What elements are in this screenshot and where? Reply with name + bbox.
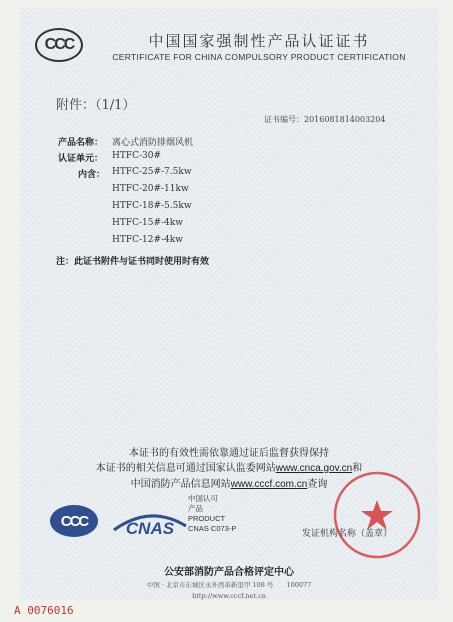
footer-line-3-suffix: 查询 (307, 479, 328, 490)
issuing-organization: 公安部消防产品合格评定中心 (164, 567, 294, 578)
organization-address: 中国 · 北京市东城区永外西革新里甲 108 号 100077 (146, 581, 312, 589)
footer-line-2-text: 本证书的相关信息可通过国家认监委网站 (95, 463, 276, 474)
footer-line-2-suffix: 和 (352, 463, 363, 474)
contains-item: HTFC-18#-5.5kw (112, 201, 192, 211)
official-seal (332, 470, 422, 560)
contains-item: HTFC-20#-11kw (112, 184, 189, 194)
cnas-logo-text: CNAS (125, 519, 175, 538)
cnas-caption-line: 产品 (188, 504, 203, 513)
product-name-value: 离心式消防排烟风机 (112, 138, 194, 148)
cnca-link[interactable]: www.cnca.gov.cn (275, 463, 353, 474)
cert-unit-value: HTFC-30# (112, 151, 162, 161)
attachment-label: 附件：（1/1） (56, 98, 136, 113)
footer-line-1: 本证书的有效性需依靠通过证后监督获得保持 (129, 448, 329, 459)
cnas-caption (188, 494, 236, 534)
contains-item: HTFC-25#-7.5kw (112, 167, 192, 177)
contains-label: 内含： (78, 170, 106, 180)
certificate-title-en: CERTIFICATE FOR CHINA COMPULSORY PRODUCT CERTIFICATION (112, 52, 406, 62)
footer-line-3-text: 中国消防产品信息网站 (130, 479, 231, 490)
certificate (20, 8, 438, 600)
certificate-number: 证书编号：2016081814003204 (264, 115, 386, 124)
cccf-logo (50, 505, 98, 537)
issuer-label: 发证机构名称（盖章） (302, 529, 393, 539)
contains-item: HTFC-15#-4kw (112, 218, 183, 228)
certificate-title-cn: 中国国家强制性产品认证证书 (148, 32, 370, 50)
ccc-logo-text: CCC (44, 36, 74, 53)
validity-note: 注：此证书附件与证书同时使用时有效 (56, 257, 210, 267)
organization-website[interactable]: http://www.cccf.net.cn (192, 592, 266, 600)
product-name-label: 产品名称： (58, 138, 104, 148)
cnas-caption-line: PRODUCT (188, 514, 226, 523)
cert-unit-label: 认证单元： (58, 154, 104, 164)
cnas-logo (110, 504, 190, 540)
cccf-link[interactable]: www.cccf.com.cn (230, 479, 308, 490)
cnas-caption-line: 中国认可 (188, 494, 218, 503)
serial-number: A 0076016 (14, 604, 74, 617)
cccf-logo-text: CCC (60, 512, 88, 530)
cnas-caption-line: CNAS C073-P (188, 524, 237, 533)
contains-item: HTFC-12#-4kw (112, 235, 183, 245)
